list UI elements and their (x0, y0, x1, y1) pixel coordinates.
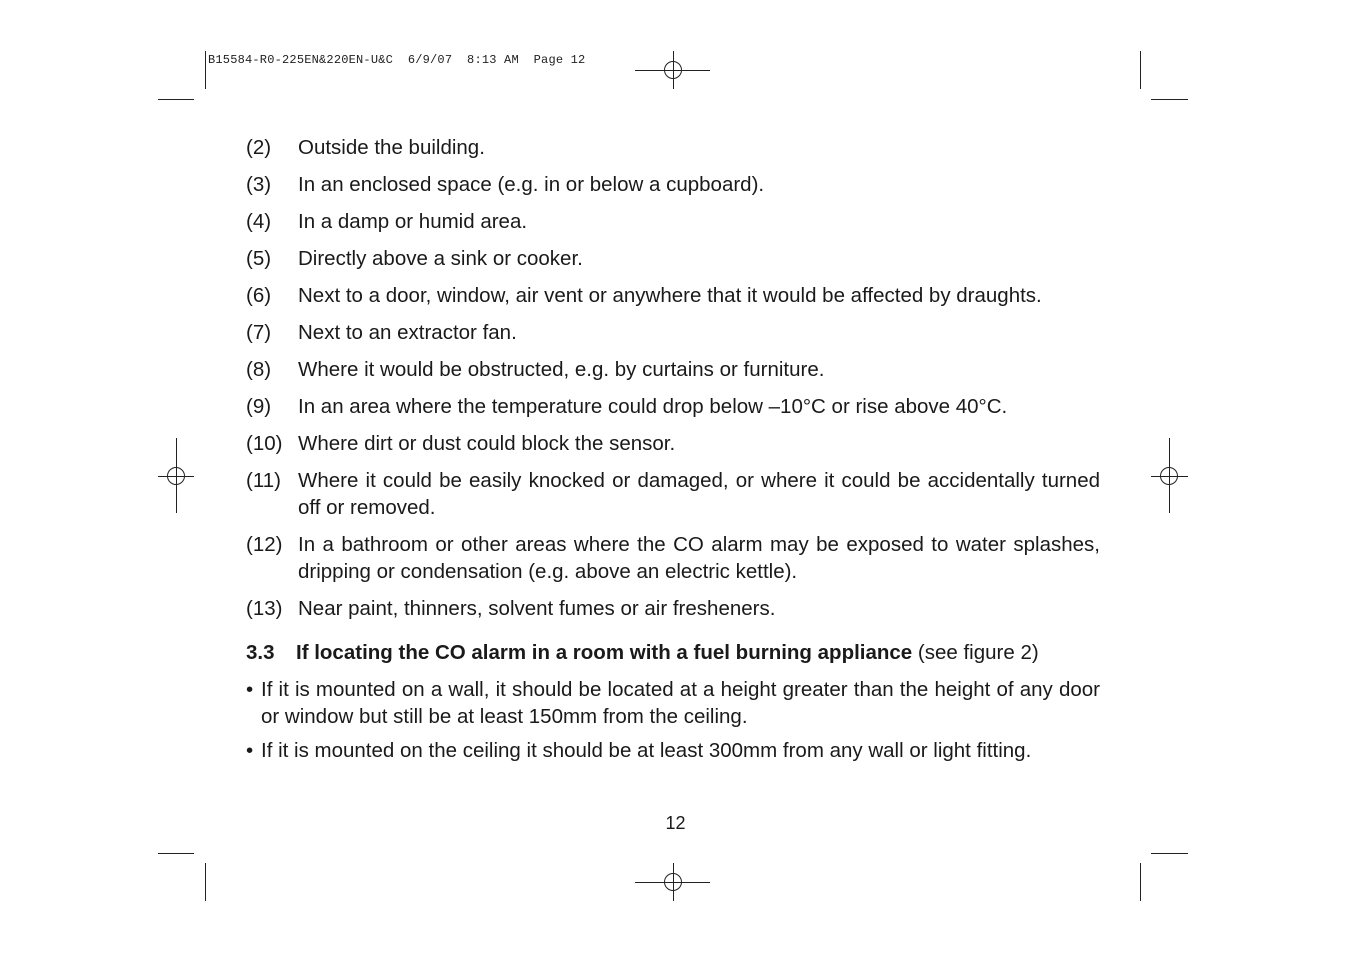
list-item-number: (5) (246, 247, 272, 270)
list-item-text: Near paint, thinners, solvent fumes or air fresheners. (298, 597, 776, 620)
crop-mark-top-right-horizontal (1151, 99, 1188, 100)
list-item-text: Next to an extractor fan. (298, 321, 517, 344)
list-item (246, 171, 1100, 198)
list-item-number: (8) (246, 358, 272, 381)
crop-mark-top-right-vertical (1140, 51, 1141, 89)
bullet-text: If it is mounted on a wall, it should be located at a height greater than the height of any door or window but still be at least 150mm from the ceiling. (261, 678, 1100, 728)
crop-mark-top-left-vertical (205, 51, 206, 89)
section-number: 3.3 (246, 641, 275, 664)
list-item (246, 319, 1100, 346)
list-item-number: (4) (246, 210, 272, 233)
list-item-number: (7) (246, 321, 272, 344)
list-item (246, 245, 1100, 272)
bullet-item (246, 737, 1100, 764)
list-item-text: Directly above a sink or cooker. (298, 247, 583, 270)
list-item-text: Where it could be easily knocked or damaged, or where it could be accidentally turned off or removed. (298, 469, 1100, 519)
list-item (246, 393, 1100, 420)
list-item (246, 467, 1100, 521)
list-item (246, 430, 1100, 457)
list-item (246, 531, 1100, 585)
list-item-text: Next to a door, window, air vent or anywhere that it would be affected by draughts. (298, 284, 1042, 307)
reg-mark-left-circle (167, 467, 185, 485)
reg-mark-top-circle (664, 61, 682, 79)
section-figure-reference: (see figure 2) (912, 641, 1039, 664)
location-list (246, 134, 1100, 622)
list-item-text: In an area where the temperature could drop below –10°C or rise above 40°C. (298, 395, 1008, 418)
list-item-text: Where dirt or dust could block the sensor. (298, 432, 676, 455)
reg-mark-bottom-circle (664, 873, 682, 891)
list-item-number: (13) (246, 597, 283, 620)
list-item-text: In a bathroom or other areas where the CO alarm may be exposed to water splashes, dripping or condensation (e.g. above an electric kettle). (298, 533, 1100, 583)
list-item-number: (11) (246, 469, 281, 492)
bullet-item (246, 676, 1100, 730)
page-content (246, 134, 1100, 771)
crop-mark-bottom-left-horizontal (158, 853, 194, 854)
bullet-mark: • (246, 678, 254, 701)
list-item (246, 134, 1100, 161)
list-item-text: In an enclosed space (e.g. in or below a cupboard). (298, 173, 765, 196)
list-item-text: Where it would be obstructed, e.g. by curtains or furniture. (298, 358, 825, 381)
list-item-number: (3) (246, 173, 272, 196)
section-title: If locating the CO alarm in a room with a fuel burning appliance (296, 641, 913, 664)
crop-mark-bottom-left-vertical (205, 863, 206, 901)
bullet-text: If it is mounted on the ceiling it should be at least 300mm from any wall or light fitting. (261, 739, 1032, 762)
list-item (246, 282, 1100, 309)
list-item-number: (2) (246, 136, 272, 159)
printer-slug: B15584-R0-225EN&220EN-U&C 6/9/07 8:13 AM Page 12 (208, 53, 586, 67)
list-item (246, 595, 1100, 622)
list-item (246, 208, 1100, 235)
list-item-number: (6) (246, 284, 272, 307)
list-item-number: (10) (246, 432, 283, 455)
list-item-text: Outside the building. (298, 136, 485, 159)
section-heading (246, 639, 1100, 666)
bullet-mark: • (246, 739, 254, 762)
crop-mark-bottom-right-vertical (1140, 863, 1141, 901)
list-item (246, 356, 1100, 383)
list-item-text: In a damp or humid area. (298, 210, 528, 233)
crop-mark-bottom-right-horizontal (1151, 853, 1188, 854)
list-item-number: (9) (246, 395, 272, 418)
crop-mark-top-left-horizontal (158, 99, 194, 100)
list-item-number: (12) (246, 533, 283, 556)
reg-mark-right-circle (1160, 467, 1178, 485)
page-number: 12 (665, 813, 686, 833)
